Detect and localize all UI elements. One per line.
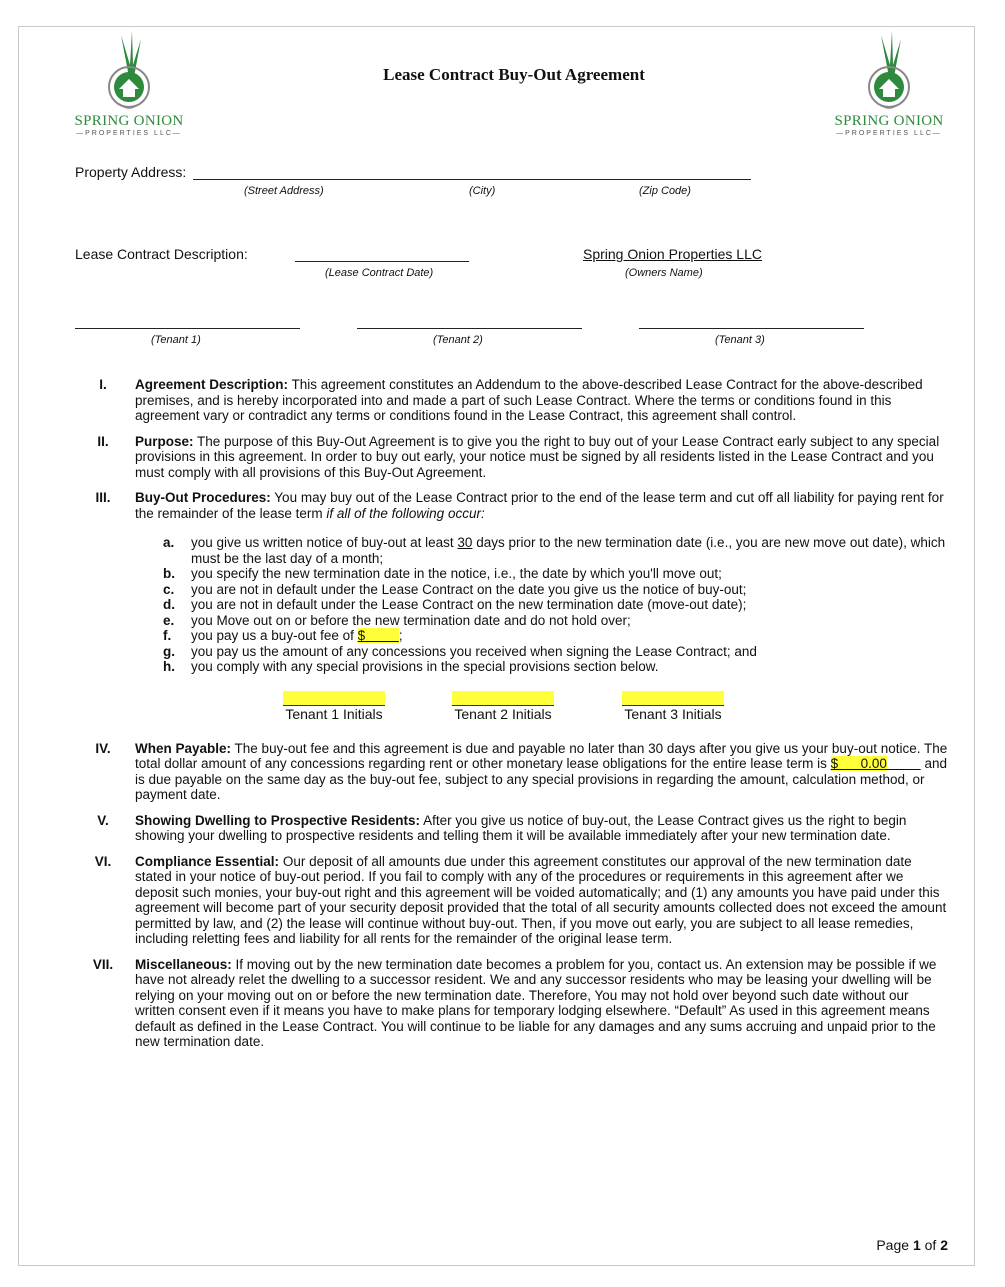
list-item: d. you are not in default under the Lease Contract on the new termination date (move-out date); bbox=[163, 597, 747, 612]
concessions-amount-field[interactable]: $ 0.00 bbox=[830, 756, 887, 771]
list-item: g. you pay us the amount of any concessions you received when signing the Lease Contract; and bbox=[163, 643, 757, 659]
tenant-2-caption: (Tenant 2) bbox=[433, 334, 483, 346]
section-text: You may buy out of the Lease Contract prior to the end of the lease term and cut off all liability for paying rent for the remainder of the lease term bbox=[135, 490, 944, 521]
owner-caption: (Owners Name) bbox=[625, 267, 703, 279]
logo-brand-text: SPRING ONION bbox=[74, 113, 184, 129]
section-4: IV. When Payable: The buy-out fee and this agreement is due and payable no later than 30 days after you give us your buy-out notice. The total dollar amount of any concessions regarding rent or other monetary lease obligations for the entire lease term is $ 0.00 and is due payable on the same day as the buy-out fee, subject to any special provisions in regarding the amount, calculation method, or payment date. bbox=[79, 741, 949, 803]
list-item: b. you specify the new termination date in the notice, i.e., the date by which you'll move out; bbox=[163, 566, 722, 581]
list-item: e. you Move out on or before the new termination date and do not hold over; bbox=[163, 612, 631, 628]
section-number: VII. bbox=[92, 956, 114, 972]
buyout-fee-field[interactable]: $ bbox=[357, 628, 399, 643]
section-text: The purpose of this Buy-Out Agreement is to give you the right to buy out of your Lease Contract early subject to any special provisions in this agreement. In order to buy out early, your notice must be signed by all residents listed in the Lease Contract and you must comply with all provisions of this Buy-Out Agreement. bbox=[135, 433, 940, 480]
tenant-1-initials[interactable]: Tenant 1 Initials bbox=[283, 691, 385, 723]
lease-date-field[interactable] bbox=[295, 261, 469, 262]
page-number: Page 1 of 2 bbox=[876, 1237, 948, 1253]
company-logo-right bbox=[819, 29, 959, 144]
section-heading: Buy-Out Procedures: bbox=[135, 490, 271, 505]
city-caption: (City) bbox=[469, 185, 496, 197]
list-item: c. you are not in default under the Lease Contract on the date you give us the notice of buy-out; bbox=[163, 581, 747, 597]
section-text: After you give us notice of buy-out, the Lease Contract gives us the right to begin showing your dwelling to prospective residents and telling them it will be available immediately after your new termination date. bbox=[135, 812, 907, 843]
tenant-initials-row bbox=[79, 691, 949, 733]
section-heading: When Payable: bbox=[135, 740, 232, 756]
section-heading: Compliance Essential: bbox=[135, 853, 280, 869]
zip-caption: (Zip Code) bbox=[639, 185, 691, 197]
tenant-2-field[interactable] bbox=[357, 328, 582, 329]
section-heading: Agreement Description: bbox=[135, 377, 289, 392]
tenant-3-initials[interactable]: Tenant 3 Initials bbox=[622, 691, 724, 723]
section-number: V. bbox=[97, 812, 109, 828]
lease-date-caption: (Lease Contract Date) bbox=[325, 267, 434, 279]
street-caption: (Street Address) bbox=[244, 185, 324, 197]
section-2 bbox=[79, 434, 949, 481]
agreement-sections bbox=[79, 377, 949, 1060]
document-page bbox=[18, 26, 975, 1266]
section-6 bbox=[79, 854, 949, 947]
section-number: II. bbox=[97, 433, 109, 449]
property-address-field[interactable] bbox=[193, 179, 751, 180]
procedures-list bbox=[135, 535, 949, 675]
logo-sub-text: —PROPERTIES LLC— bbox=[836, 130, 942, 137]
onion-house-icon bbox=[859, 29, 919, 111]
section-text: If moving out by the new termination date becomes a problem for you, contact us. An extension may be possible if we have not already relet the dwelling to a successor resident. We and any successor residents who may be leasing your dwelling will be relying on your moving out on or before the new termination date. Therefore, You may not hold over beyond such date without our written consent even if it means you have to make plans for temporary lodging elsewhere. “Default” As used in this agreement means default as defined in the Lease Contract. You will continue to be liable for any damages and any sums accruing and unpaid prior to the new termination date. bbox=[135, 956, 937, 1049]
section-number: VI. bbox=[94, 853, 112, 869]
section-5 bbox=[79, 813, 949, 844]
section-number: IV. bbox=[95, 740, 111, 756]
section-heading: Miscellaneous: bbox=[135, 956, 232, 972]
section-number: III. bbox=[95, 490, 111, 505]
section-1 bbox=[79, 377, 949, 424]
section-7 bbox=[79, 957, 949, 1050]
section-number: I. bbox=[99, 377, 107, 392]
tenant-2-initials[interactable]: Tenant 2 Initials bbox=[452, 691, 554, 723]
section-3 bbox=[79, 490, 949, 675]
owner-name: Spring Onion Properties LLC bbox=[583, 246, 762, 262]
list-item: f. you pay us a buy-out fee of $ ; bbox=[163, 628, 403, 643]
document-title: Lease Contract Buy-Out Agreement bbox=[383, 65, 645, 84]
section-text: Our deposit of all amounts due under this agreement constitutes our approval of the new termination date stated in your notice of buy-out period. If you fail to comply with any of the procedures or requirements in this agreement after we deposit such monies, your buy-out right and this agreement will be voided automatically; and (1) any amounts you have paid under this agreement will become part of your security deposit provided that the total of all security amounts collected does not exceed the amount permitted by law, and (2) the lease will continue without buy-out. Then, if you move out early, you are subject to all lease remedies, including reletting fees and liability for all rents for the remainder of the original lease term. bbox=[135, 853, 947, 946]
tenant-3-caption: (Tenant 3) bbox=[715, 334, 765, 346]
property-address-label: Property Address: bbox=[75, 164, 187, 180]
notice-days: 30 bbox=[457, 535, 473, 550]
onion-house-icon bbox=[99, 29, 159, 111]
tenant-1-field[interactable] bbox=[75, 328, 300, 329]
list-item: h. you comply with any special provisions in the special provisions section below. bbox=[163, 659, 659, 674]
company-logo-left bbox=[59, 29, 199, 144]
section-heading: Purpose: bbox=[135, 433, 194, 449]
tenant-1-caption: (Tenant 1) bbox=[151, 334, 201, 346]
section-text: This agreement constitutes an Addendum to the above-described Lease Contract for the above-described premises, and is hereby incorporated into and made a part of such Lease Contract. Where the terms or conditions found in this agreement vary or contradict any terms or conditions found in the Lease Contract, this agreement shall control. bbox=[135, 377, 923, 423]
lease-description-label: Lease Contract Description: bbox=[75, 246, 248, 262]
section-italic-text: if all of the following occur: bbox=[326, 505, 485, 521]
logo-sub-text: —PROPERTIES LLC— bbox=[76, 130, 182, 137]
list-item: a. you give us written notice of buy-out at least 30 days prior to the new termination date (i.e., you are new move out date), which must be the last day of a month; bbox=[163, 535, 946, 566]
logo-brand-text: SPRING ONION bbox=[834, 113, 944, 129]
section-heading: Showing Dwelling to Prospective Residents: bbox=[135, 812, 421, 828]
tenant-3-field[interactable] bbox=[639, 328, 864, 329]
